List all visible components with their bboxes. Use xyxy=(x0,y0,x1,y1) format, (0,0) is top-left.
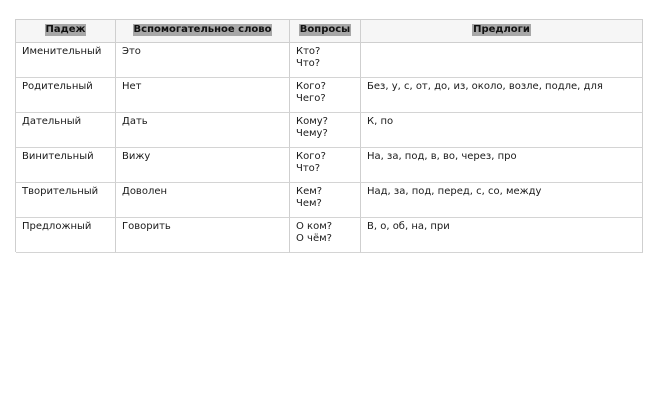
helper-word-cell: Вижу xyxy=(116,148,290,183)
prepositions-cell: Без, у, с, от, до, из, около, возле, подле, для xyxy=(361,78,643,113)
question-line: Кому? xyxy=(296,116,328,127)
prepositions-cell: К, по xyxy=(361,113,643,148)
prepositions-cell xyxy=(361,43,643,78)
question-line: Что? xyxy=(296,163,321,174)
prepositions-cell: В, о, об, на, при xyxy=(361,218,643,253)
cases-table xyxy=(15,19,643,252)
question-line: О ком? xyxy=(296,221,333,232)
table-row xyxy=(16,218,643,253)
helper-word-cell: Нет xyxy=(116,78,290,113)
question-line: Чему? xyxy=(296,128,328,139)
questions-cell xyxy=(290,43,361,78)
header-questions: Вопросы xyxy=(299,24,351,35)
questions-cell xyxy=(290,183,361,218)
table-row xyxy=(16,78,643,113)
questions-cell xyxy=(290,218,361,253)
header-cell-prepositions xyxy=(361,20,643,43)
table-row xyxy=(16,113,643,148)
helper-word-cell: Это xyxy=(116,43,290,78)
question-line: Чем? xyxy=(296,198,322,209)
prepositions-cell: Над, за, под, перед, с, со, между xyxy=(361,183,643,218)
case-cell: Винительный xyxy=(16,148,116,183)
table-row xyxy=(16,148,643,183)
case-cell: Дательный xyxy=(16,113,116,148)
case-cell: Творительный xyxy=(16,183,116,218)
header-row xyxy=(16,20,643,43)
questions-cell xyxy=(290,148,361,183)
table-row xyxy=(16,43,643,78)
header-cell-helper-word xyxy=(116,20,290,43)
question-line: Чего? xyxy=(296,93,326,104)
header-cell-case xyxy=(16,20,116,43)
case-cell: Родительный xyxy=(16,78,116,113)
header-case: Падеж xyxy=(45,24,86,35)
question-line: Кем? xyxy=(296,186,323,197)
question-line: О чём? xyxy=(296,233,332,244)
questions-cell xyxy=(290,113,361,148)
table-row xyxy=(16,183,643,218)
questions-cell xyxy=(290,78,361,113)
helper-word-cell: Доволен xyxy=(116,183,290,218)
helper-word-cell: Дать xyxy=(116,113,290,148)
helper-word-cell: Говорить xyxy=(116,218,290,253)
prepositions-cell: На, за, под, в, во, через, про xyxy=(361,148,643,183)
question-line: Кого? xyxy=(296,81,326,92)
header-prepositions: Предлоги xyxy=(473,24,530,35)
question-line: Что? xyxy=(296,58,321,69)
question-line: Кто? xyxy=(296,46,321,57)
header-helper-word: Вспомогательное слово xyxy=(133,24,272,35)
question-line: Кого? xyxy=(296,151,326,162)
header-cell-questions xyxy=(290,20,361,43)
case-cell: Предложный xyxy=(16,218,116,253)
case-cell: Именительный xyxy=(16,43,116,78)
